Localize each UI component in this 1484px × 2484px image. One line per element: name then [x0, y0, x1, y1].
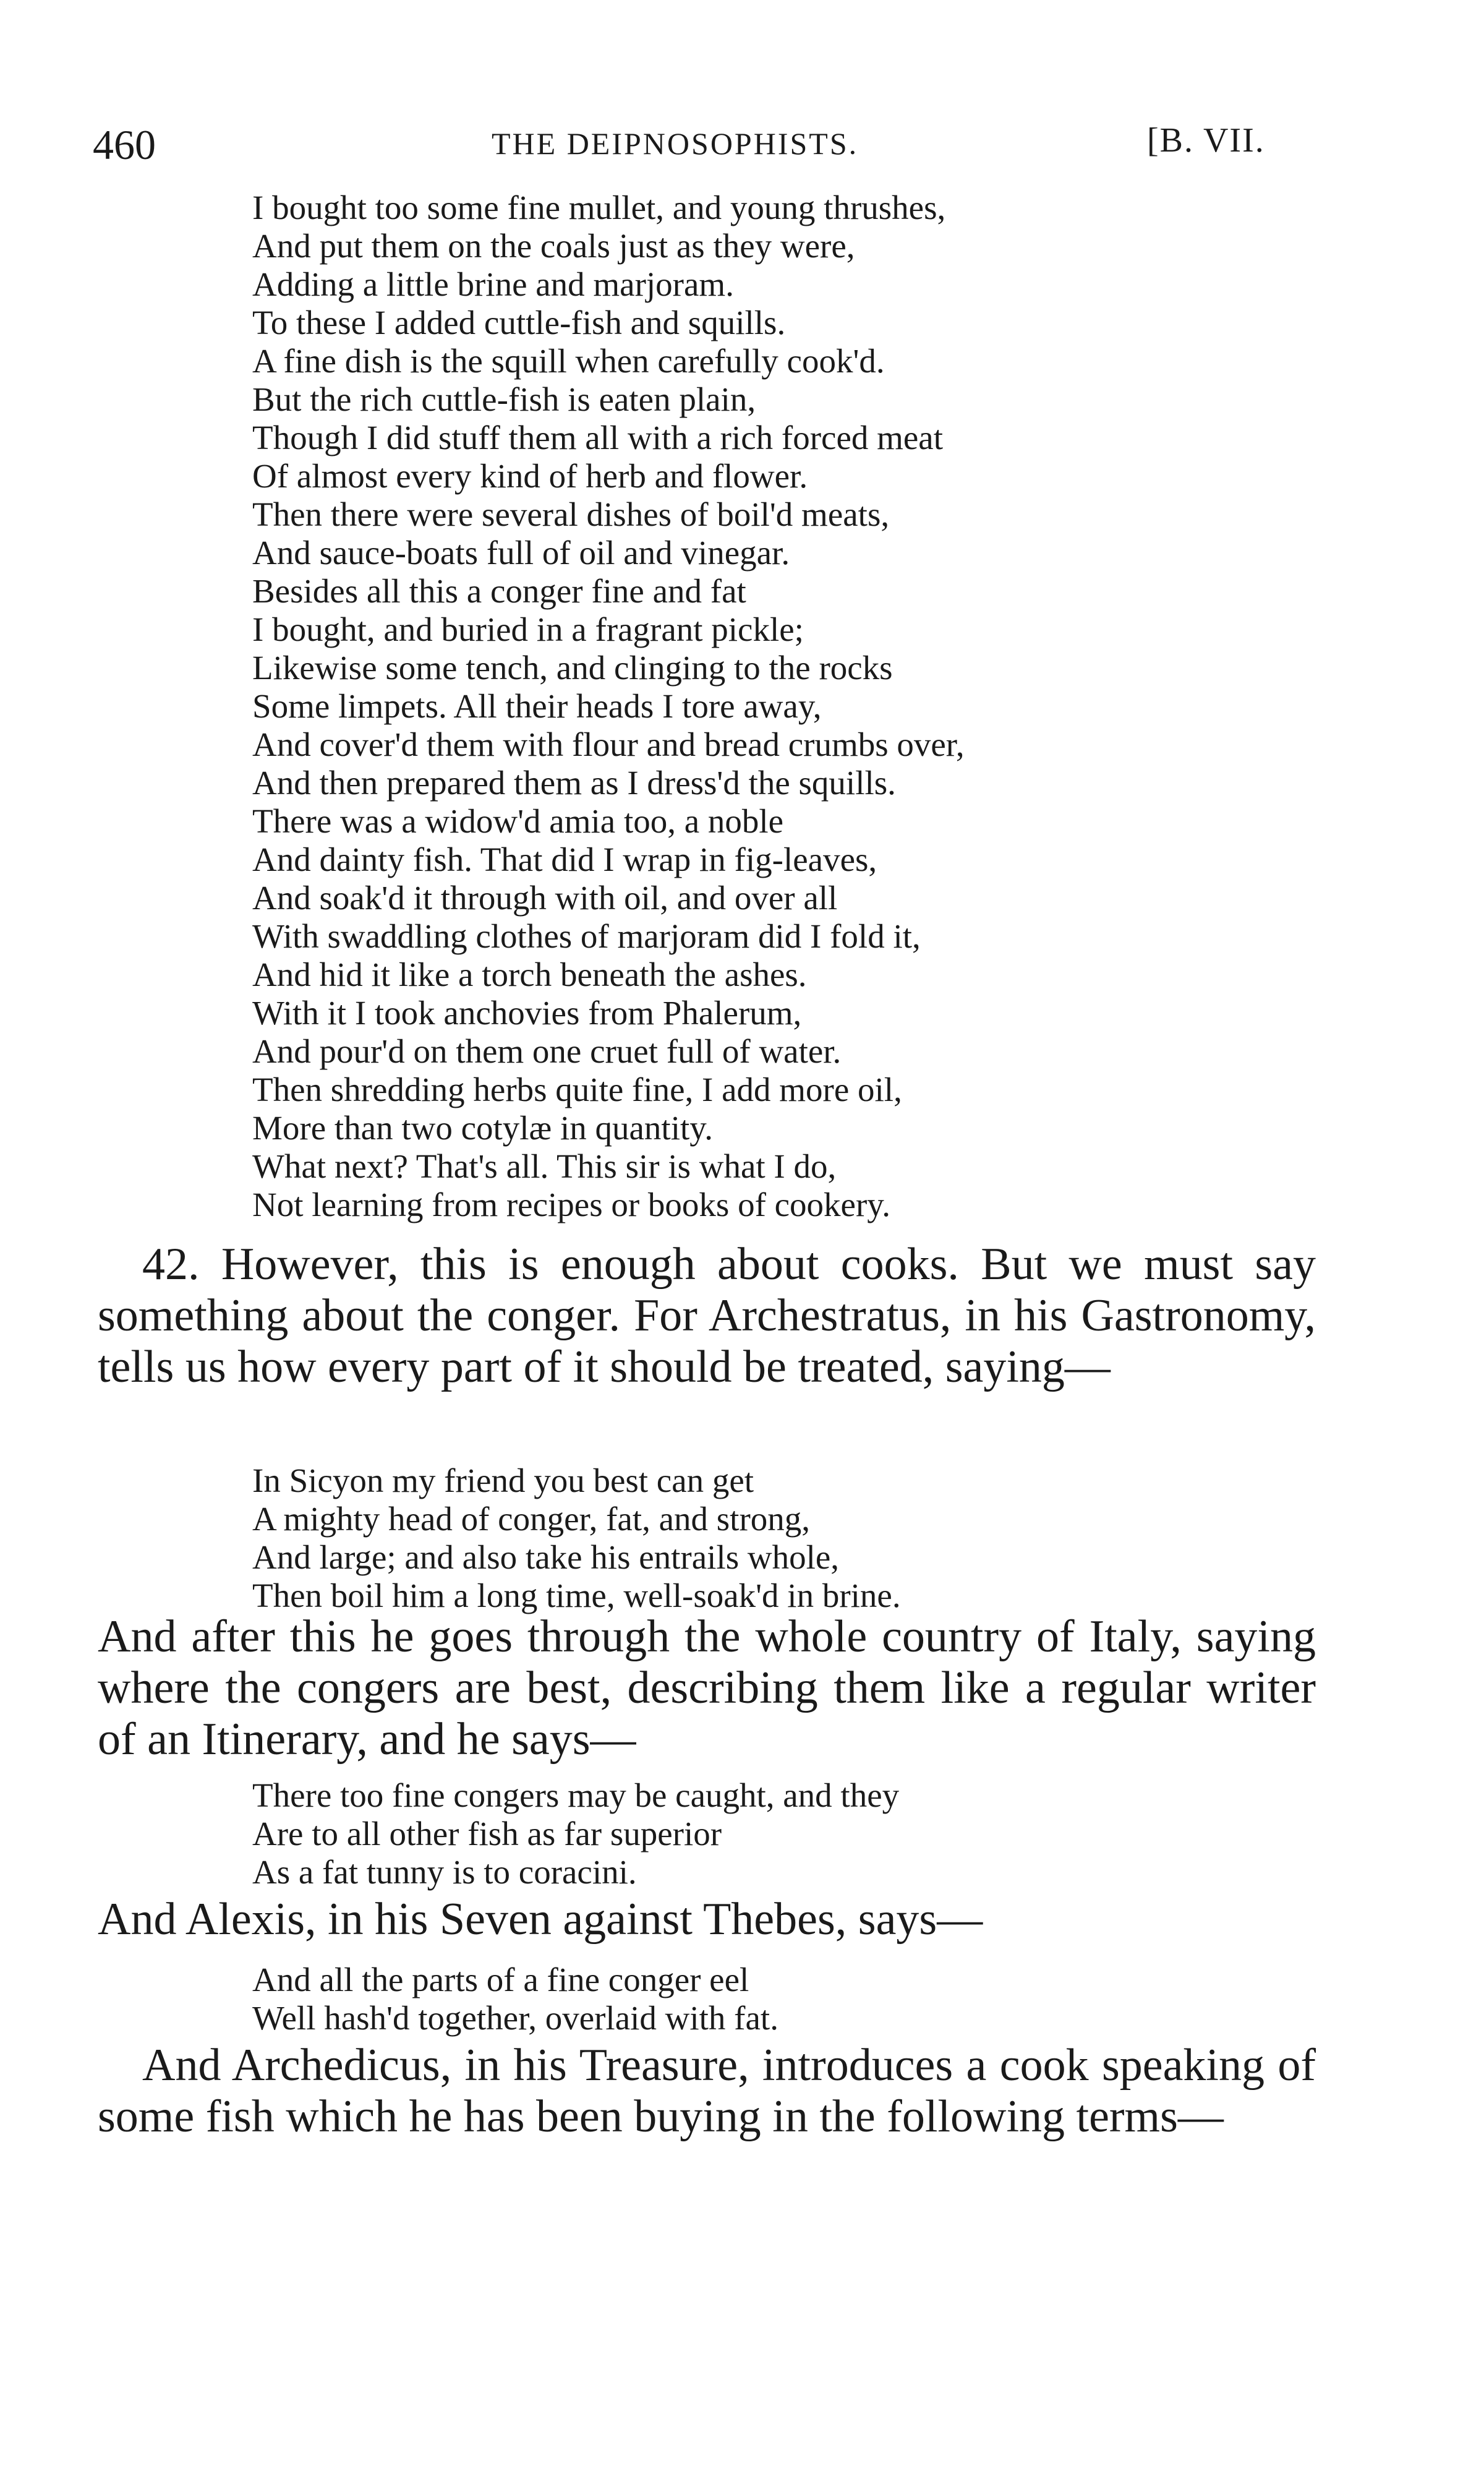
verse-line: Not learning from recipes or books of cookery.	[252, 1186, 890, 1223]
verse-line: And sauce-boats full of oil and vinegar.	[252, 534, 790, 572]
book-reference: [B. VII.	[1147, 121, 1265, 160]
verse-line: Adding a little brine and marjoram.	[252, 265, 734, 303]
verse-line: Are to all other fish as far superior	[252, 1815, 722, 1852]
verse-line: And pour'd on them one cruet full of water.	[252, 1032, 842, 1070]
verse-line: More than two cotylæ in quantity.	[252, 1109, 713, 1147]
verse-line: There too fine congers may be caught, and they	[252, 1776, 900, 1814]
verse-line: A fine dish is the squill when carefully cook'd.	[252, 342, 885, 380]
verse-line: In Sicyon my friend you best can get	[252, 1462, 754, 1499]
verse-line: A mighty head of conger, fat, and strong,	[252, 1500, 811, 1538]
verse-line: With it I took anchovies from Phalerum,	[252, 994, 802, 1032]
paragraph-alexis: And Alexis, in his Seven against Thebes, says—	[98, 1894, 983, 1945]
paragraph-42: 42. However, this is enough about cooks. But we must say something about the conger. For Archestratus, in his Gastronomy, tells us how every part of it should be treated, saying—	[98, 1239, 1316, 1392]
verse-line: I bought, and buried in a fragrant pickle;	[252, 610, 804, 648]
verse-block-congers	[252, 1776, 899, 1891]
verse-line: And all the parts of a fine conger eel	[252, 1961, 749, 1998]
verse-line: With swaddling clothes of marjoram did I fold it,	[252, 917, 921, 955]
paragraph-italy: And after this he goes through the whole country of Italy, saying where the congers are best, describing them like a regular writer of an Itinerary, and he says—	[98, 1611, 1316, 1765]
verse-line: Then there were several dishes of boil'd meats,	[252, 495, 890, 533]
verse-line: And dainty fish. That did I wrap in fig-leaves,	[252, 841, 877, 878]
verse-line: What next? That's all. This sir is what I do,	[252, 1147, 837, 1185]
verse-line: But the rich cuttle-fish is eaten plain,	[252, 380, 756, 418]
verse-line: As a fat tunny is to coracini.	[252, 1853, 637, 1891]
verse-line: There was a widow'd amia too, a noble	[252, 802, 784, 840]
verse-line: And then prepared them as I dress'd the squills.	[252, 764, 896, 802]
verse-line: Then boil him a long time, well-soak'd in brine.	[252, 1577, 901, 1614]
verse-line: Some limpets. All their heads I tore away,	[252, 687, 822, 725]
running-head	[93, 121, 1329, 176]
verse-line: To these I added cuttle-fish and squills.	[252, 304, 786, 341]
verse-line: And soak'd it through with oil, and over all	[252, 879, 838, 917]
verse-line: Though I did stuff them all with a rich forced meat	[252, 419, 943, 456]
verse-line: Well hash'd together, overlaid with fat.	[252, 1999, 778, 2037]
running-title: THE DEIPNOSOPHISTS.	[492, 126, 859, 161]
verse-block-sicyon	[252, 1462, 901, 1615]
verse-line: Likewise some tench, and clinging to the rocks	[252, 649, 893, 687]
verse-line: Besides all this a conger fine and fat	[252, 572, 746, 610]
verse-line: I bought too some fine mullet, and young thrushes,	[252, 189, 946, 226]
verse-line: And put them on the coals just as they were,	[252, 227, 855, 265]
verse-block-cook	[252, 189, 965, 1224]
verse-line: Then shredding herbs quite fine, I add more oil,	[252, 1071, 902, 1108]
verse-line: And cover'd them with flour and bread crumbs over,	[252, 726, 965, 763]
verse-line: And large; and also take his entrails whole,	[252, 1538, 840, 1576]
verse-block-conger-eel	[252, 1961, 778, 2037]
paragraph-archedicus: And Archedicus, in his Treasure, introduces a cook speaking of some fish which he has been buying in the following terms—	[98, 2040, 1316, 2142]
verse-line: Of almost every kind of herb and flower.	[252, 457, 808, 495]
verse-line: And hid it like a torch beneath the ashes.	[252, 956, 807, 993]
page-number: 460	[93, 121, 156, 168]
